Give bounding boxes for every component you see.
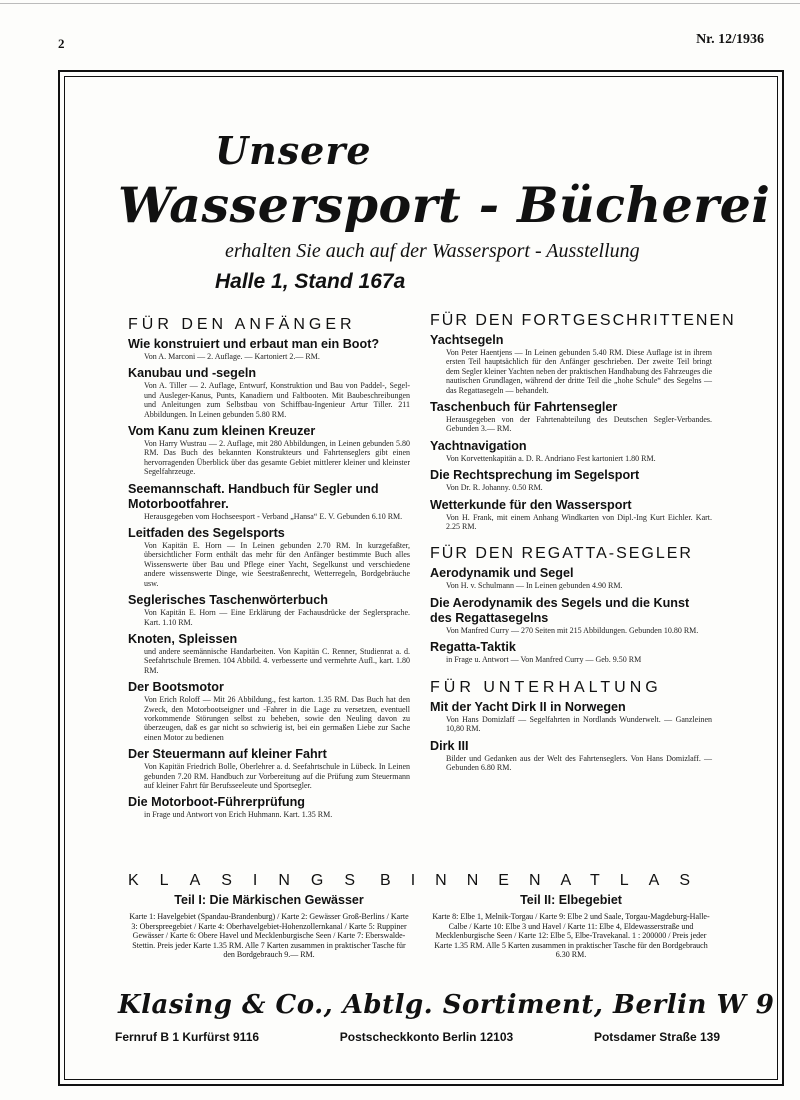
- book-title: Der Bootsmotor: [128, 680, 224, 695]
- book-description: Von H. v. Schulmann — In Leinen gebunden 4.90 RM.: [446, 581, 623, 591]
- book-title: Die Rechtsprechung im Segelsport: [430, 468, 640, 483]
- book-description: Von A. Tiller — 2. Auflage, Entwurf, Konstruktion und Bau von Paddel-, Segel- und Ausleger-Kanus, Punts, Kanadiern und Faltbooten. Mit Baubeschreibungen und Anleitungen zum Selbstbau von Schiffbau-Ingenieur Artur Tiller. 211 Abbildungen. In Leinen gebunden 5.80 RM.: [144, 381, 410, 419]
- phone: Fernruf B 1 Kurfürst 9116: [115, 1030, 260, 1044]
- book-description: Von Erich Roloff — Mit 26 Abbildung., fest karton. 1.35 RM. Das Buch hat den Zweck, den Motorbootseigner und -Fahrer in die Lage zu versetzen, eventuell vorkommende Störungen selbst zu beheben, sowie den Neuling davon zu überzeugen, daß es gar nicht so schwierig ist, bei ein germaßen Liebe zur Sache einen Motor zu bedienen: [144, 695, 410, 742]
- book-title: Yachtnavigation: [430, 438, 527, 453]
- book-entry: [430, 333, 712, 395]
- book-title: Seemannschaft. Handbuch für Segler und Motorbootfahrer.: [128, 481, 379, 511]
- issue-number: Nr. 12/1936: [696, 32, 764, 47]
- book-entry: [128, 424, 410, 477]
- book-entry: [128, 795, 410, 819]
- book-entry: [128, 482, 410, 521]
- book-description: Von Kapitän Friedrich Bolle, Oberlehrer a. d. Seefahrtschule in Lübeck. In Leinen gebunden 7.20 RM. Handbuch zur Vorbereitung auf die Prüfung zum Steuermann auf kleiner Fahrt für Berufsseeleute und Sportsegler.: [144, 762, 410, 790]
- book-title: Der Steuermann auf kleiner Fahrt: [128, 747, 327, 762]
- book-title: Wie konstruiert und erbaut man ein Boot?: [128, 337, 380, 351]
- section-heading-advanced: FÜR DEN FORTGESCHRITTENEN: [430, 312, 736, 329]
- book-title: Dirk III: [430, 738, 469, 753]
- book-entry: [128, 680, 410, 742]
- book-description: Von Peter Haentjens — In Leinen gebunden 5.40 RM. Diese Auflage ist in ihrem ersten Teil hauptsächlich für den Anfänger geschrieben. Der zweite Teil bringt dem Segler kleiner Yachten neben der praktischen Handhabung des Fahrzeuges die nautischen Grundlagen, während der dritte Teil die „hohe Schule“ des Segelns — das Regattasegeln — behandelt.: [446, 348, 712, 395]
- ad-location: Halle 1, Stand 167a: [215, 270, 406, 293]
- book-description: Von Harry Wustrau — 2. Auflage, mit 280 Abbildungen, in Leinen gebunden 5.80 RM. Das Buch des bekannten Konstrukteurs und Fahrtenseglers gibt einen hervorragenden Überblick über das gesamte Gebiet mittlerer kleiner und kleinster Segelfahrzeuge.: [144, 439, 410, 477]
- book-title: Knoten, Spleissen: [128, 631, 238, 646]
- book-title: Vom Kanu zum kleinen Kreuzer: [128, 424, 316, 439]
- book-title: Wetterkunde für den Wassersport: [430, 497, 632, 512]
- page-number: 2: [58, 36, 65, 51]
- book-title: Mit der Yacht Dirk II in Norwegen: [430, 699, 626, 714]
- book-title: Yachtsegeln: [430, 333, 504, 347]
- book-description: Herausgegeben von der Fahrtenabteilung des Deutschen Segler-Verbandes. Gebunden 3.— RM.: [446, 415, 712, 434]
- book-description: Von Manfred Curry — 270 Seiten mit 215 Abbildungen. Gebunden 10.80 RM.: [446, 625, 699, 635]
- book-title: Aerodynamik und Segel: [430, 566, 574, 581]
- ad-subtitle: erhalten Sie auch auf der Wassersport - Ausstellung: [225, 240, 640, 262]
- book-entry: [128, 632, 410, 675]
- book-title: Regatta-Taktik: [430, 640, 516, 655]
- section-heading-entertainment: FÜR UNTERHALTUNG: [430, 678, 662, 696]
- atlas-part1-title: Teil I: Die Märkischen Gewässer: [174, 893, 364, 907]
- book-entry: [430, 468, 712, 492]
- book-description: Von Dr. R. Johanny. 0.50 RM.: [446, 483, 543, 493]
- book-description: Von Hans Domizlaff — Segelfahrten in Nordlands Wunderwelt. — Ganzleinen 10,80 RM.: [446, 714, 712, 734]
- book-description: Von A. Marconi — 2. Auflage. — Kartoniert 2.— RM.: [144, 352, 320, 361]
- ad-title-line1: Unsere: [215, 128, 372, 173]
- book-entry: [430, 439, 712, 463]
- book-title: Kanubau und -segeln: [128, 366, 257, 381]
- book-entry: [128, 526, 410, 588]
- atlas-heading-word1: KLASINGS: [128, 872, 377, 889]
- book-description: in Frage u. Antwort — Von Manfred Curry — Geb. 9.50 RM: [446, 655, 642, 665]
- contact-line: [115, 1030, 720, 1044]
- book-entry: [430, 739, 712, 773]
- book-title: Leitfaden des Segelsports: [128, 526, 285, 541]
- book-entry: [128, 747, 410, 790]
- book-entry: [430, 596, 712, 635]
- book-description: Von Kapitän E. Horn — Eine Erklärung der Fachausdrücke der Seglersprache. Kart. 1.10 RM.: [144, 608, 410, 627]
- ad-title-line2: Wassersport - Bücherei: [118, 176, 771, 234]
- right-column: [430, 312, 736, 777]
- page-top-rule: [0, 3, 800, 4]
- atlas-part1-text: Karte 1: Havelgebiet (Spandau-Brandenburg) / Karte 2: Gewässer Groß-Berlins / Karte 3: Oberspreegebiet / Karte 4: Oberhavelgebiet-Hohenzollernkanal / Karte 5: Ruppiner Gewässer / Karte 6: Obere Havel und Mecklenburgische Seen / Karte 7: Eberswalde-Stettin. Preis jeder Karte 1.35 RM. Alle 7 Karten zusammen in praktischer Tasche für den Bordgebrauch 9.— RM.: [129, 912, 409, 960]
- book-title: Die Motorboot-Führerprüfung: [128, 795, 305, 810]
- street-address: Potsdamer Straße 139: [593, 1030, 720, 1044]
- book-description: Herausgegeben vom Hochseesport - Verband „Hansa“ E. V. Gebunden 6.10 RM.: [144, 511, 403, 521]
- book-entry: [430, 640, 712, 664]
- book-description: und andere seemännische Handarbeiten. Von Kapitän C. Renner, Studienrat a. d. Seefahrtschule Bremen. 104 Abbild. 4. verbesserte und vermehrte Aufl., kart. 1.80 RM.: [144, 646, 410, 675]
- atlas-heading-word2: BINNENATLAS: [380, 872, 710, 889]
- book-title: Seglerisches Taschenwörterbuch: [128, 593, 328, 608]
- book-description: Bilder und Gedanken aus der Welt des Fahrtenseglers. Von Hans Domizlaff. — Gebunden 6.80 RM.: [446, 753, 712, 772]
- left-column: [128, 316, 410, 825]
- book-description: Von H. Frank, mit einem Anhang Windkarten von Dipl.-Ing Kurt Eichler. Kart. 2.25 RM.: [446, 512, 712, 532]
- firm-name: Klasing & Co., Abtlg. Sortiment, Berlin W 9: [118, 990, 775, 1020]
- book-description: Von Korvettenkapitän a. D. R. Andriano Fest kartoniert 1.80 RM.: [446, 453, 656, 463]
- book-description: Von Kapitän E. Horn — In Leinen gebunden 2.70 RM. In kurzgefaßter, übersichtlicher Form enthält das mehr für den Anfänger bestimmte Buch alles Wissenswerte über Bau und Pflege einer Yacht, Segelkunst und verschiedene andere wissenswerte Dinge, wie Seestraßenrecht, Wetterregeln, Bordgebräuche usw.: [144, 541, 410, 588]
- atlas-heading: [128, 872, 710, 890]
- book-entry: [128, 337, 410, 361]
- book-title: Taschenbuch für Fahrtensegler: [430, 400, 618, 415]
- book-entry: [430, 700, 712, 734]
- section-heading-beginners: FÜR DEN ANFÄNGER: [128, 316, 356, 333]
- book-description: in Frage und Antwort von Erich Huhmann. Kart. 1.35 RM.: [144, 810, 333, 820]
- book-entry: [430, 566, 712, 590]
- book-entry: [430, 498, 712, 532]
- section-heading-regatta: FÜR DEN REGATTA-SEGLER: [430, 545, 693, 563]
- postcheck-account: Postscheckkonto Berlin 12103: [339, 1030, 514, 1044]
- book-entry: [128, 366, 410, 419]
- book-entry: [430, 400, 712, 434]
- book-entry: [128, 593, 410, 627]
- atlas-part2-text: Karte 8: Elbe 1, Melnik-Torgau / Karte 9: Elbe 2 und Saale, Torgau-Magdeburg-Halle-Calbe / Karte 10: Elbe 3 und Havel / Karte 11: Elbe 4, Eldewasserstraße und Mecklenburgische Seen / Karte 12: Elbe 5, Elbe-Travekanal. 1 : 200000 / Preis jeder Karte 1.35 RM. Alle 5 Karten zusammen in praktischer Tasche für den Bordgebrauch 6.30 RM.: [432, 912, 710, 960]
- atlas-part2-title: Teil II: Elbegebiet: [520, 893, 622, 907]
- book-title: Die Aerodynamik des Segels und die Kunst des Regattasegelns: [430, 595, 690, 625]
